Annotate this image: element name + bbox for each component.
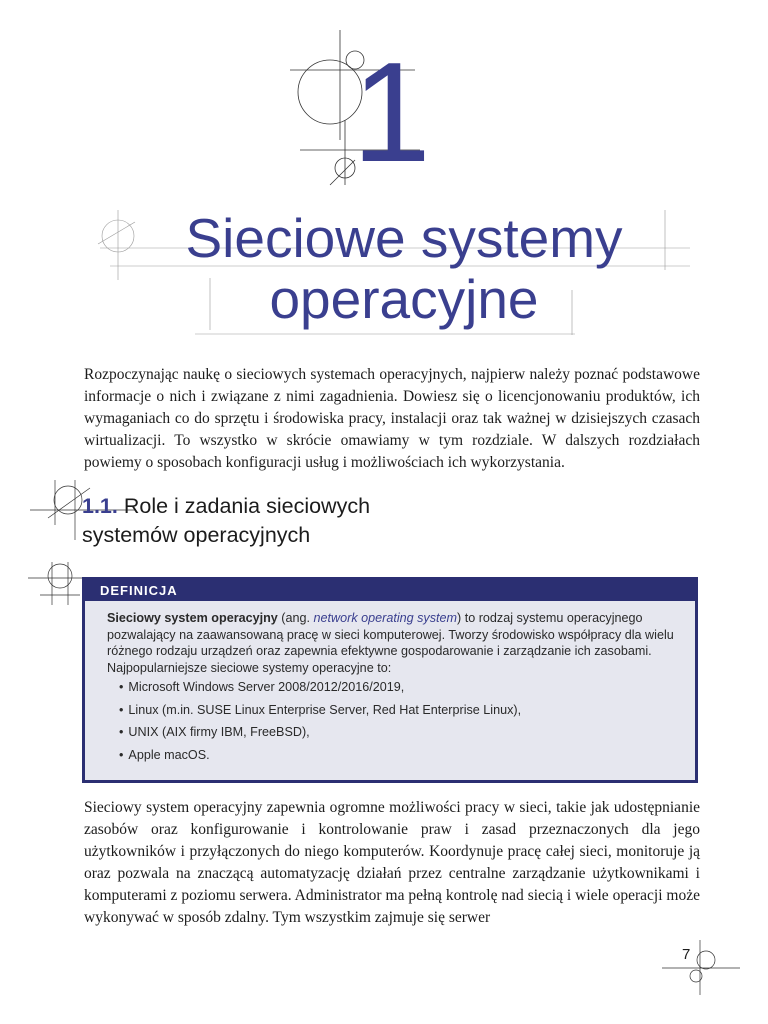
- section-title-part-1: Role i zadania sieciowych: [123, 494, 371, 518]
- definition-lead: (ang.: [277, 611, 314, 625]
- definition-term: Sieciowy system operacyjny: [107, 611, 278, 625]
- chapter-number: 1: [352, 33, 427, 192]
- chapter-title-line-1: Sieciowe systemy: [185, 207, 623, 269]
- definition-text: [107, 610, 679, 676]
- definition-description: ) to rodzaj systemu operacyjnego pozwalający na zaawansowaną pracę w sieci komputerowej. Tworzy środowisko współpracy dla wielu różnego rodzaju urządzeń oraz zapewnia efektywne gospodarowanie i zarządzanie ich zasobami. Najpopularniejsze sieciowe systemy operacyjne to:: [107, 611, 674, 675]
- definition-list: [107, 679, 679, 763]
- definition-box: [82, 577, 698, 783]
- body-paragraph: Sieciowy system operacyjny zapewnia ogromne możliwości pracy w sieci, takie jak udostępnianie zasobów oraz konfigurowanie i kontrolowanie praw i zasad przeznaczonych dla jego użytkowników i przyłączonych do niego komputerów. Koordynuje pracę całej sieci, monitoruje ją oraz pozwala na znaczącą automatyzację działań przez centralne zarządzanie użytkownikami i komputerami z poziomu serwera. Administrator ma pełną kontrolę nad siecią i wiele operacji może wykonywać w sposób zdalny. Tym wszystkim zajmuje się serwer: [84, 799, 700, 926]
- definition-header: DEFINICJA: [85, 580, 695, 601]
- chapter-title: [124, 208, 684, 330]
- definition-english-term: network operating system: [313, 611, 458, 625]
- page-number: 7: [682, 946, 691, 963]
- intro-paragraph: Rozpoczynając naukę o sieciowych systemach operacyjnych, najpierw należy poznać podstawowe informacje o nich i związane z nimi zagadnienia. Dowiesz się o licencjonowaniu produktów, ich wymaganiach co do sprzętu i środowiska pracy, instalacji oraz tak ważnej w dzisiejszych czasach wirtualizacji. To wszystko w skrócie omawiamy w tym rozdziale. W dalszych rozdziałach powiemy o sposobach konfiguracji usług i możliwościach ich wykorzystania.: [84, 366, 700, 471]
- definition-list-item: • Apple macOS.: [119, 747, 679, 763]
- definition-list-item: • Microsoft Windows Server 2008/2012/2016/2019,: [119, 679, 679, 695]
- section-heading: [82, 492, 602, 550]
- section-number: 1.1.: [82, 494, 118, 518]
- definition-list-item: • UNIX (AIX firmy IBM, FreeBSD),: [119, 724, 679, 740]
- definition-list-item: • Linux (m.in. SUSE Linux Enterprise Server, Red Hat Enterprise Linux),: [119, 702, 679, 718]
- chapter-title-line-2: operacyjne: [269, 268, 539, 330]
- section-heading-line-1: [82, 492, 602, 521]
- definition-body: [85, 601, 695, 763]
- section-title-part-2: systemów operacyjnych: [82, 523, 311, 547]
